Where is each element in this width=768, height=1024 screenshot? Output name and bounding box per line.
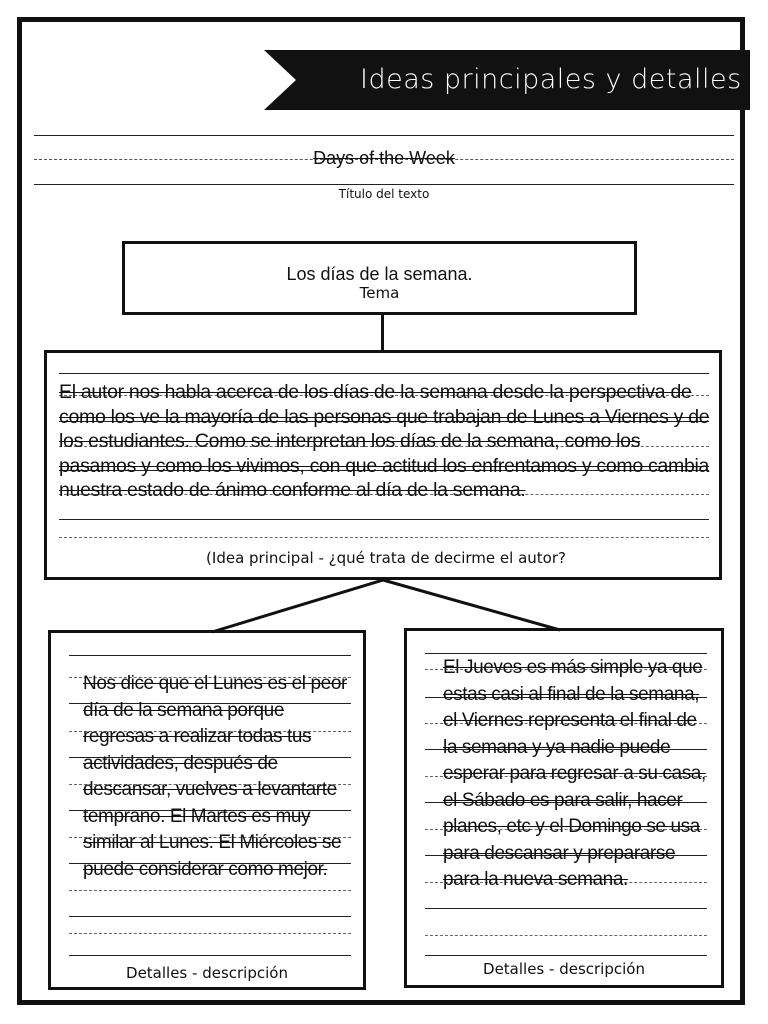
main-idea-caption: (Idea principal - ¿qué trata de decirme el autor?: [206, 549, 566, 567]
topic-value: Los días de la semana.: [286, 264, 473, 284]
topic-connector-line: [381, 315, 384, 351]
title-bottom-line: [34, 184, 734, 185]
detail-2-text: El Jueves es más simple ya que estas casi al final de la semana, el Viernes representa el final de la semana y ya nadie puede esperar para regresar a su casa, el Sábado es para salir, hacer planes, etc y el Domingo se usa para descansar y prepararse para la nueva semana.: [443, 657, 706, 890]
header-banner: [264, 50, 750, 110]
detail-2-caption: Detalles - descripción: [483, 960, 645, 978]
topic-label: Tema: [359, 284, 400, 302]
main-idea-box[interactable]: [44, 350, 722, 580]
title-top-line: [34, 135, 734, 136]
worksheet-title: Ideas principales y detalles: [360, 64, 742, 95]
detail-box-2[interactable]: [404, 628, 724, 988]
detail-1-caption: Detalles - descripción: [126, 964, 288, 982]
text-title-value-text: Days of the Week: [313, 148, 455, 168]
detail-1-text: Nos dice que el Lunes es el peor día de la semana porque regresas a realizar todas tus actividades, después de descansar, vuelves a levantarte temprano. El Martes es muy similar al Lunes. El Miércoles se puede considerar como mejor.: [83, 673, 347, 880]
text-title-caption: Título del texto: [338, 187, 430, 201]
text-title-value[interactable]: [34, 147, 734, 169]
detail-box-1[interactable]: [48, 630, 366, 990]
topic-box[interactable]: [122, 241, 637, 315]
main-idea-text: El autor nos habla acerca de los días de la semana desde la perspectiva de como los ve la mayoría de las personas que trabajan de Lunes a Viernes y de los estudiantes. Como se interpretan los días de la semana, como los pasamos y como los vivimos, con que actitud los enfrentamos y como cambia nuestra estado de ánimo conforme al día de la semana.: [59, 381, 710, 501]
